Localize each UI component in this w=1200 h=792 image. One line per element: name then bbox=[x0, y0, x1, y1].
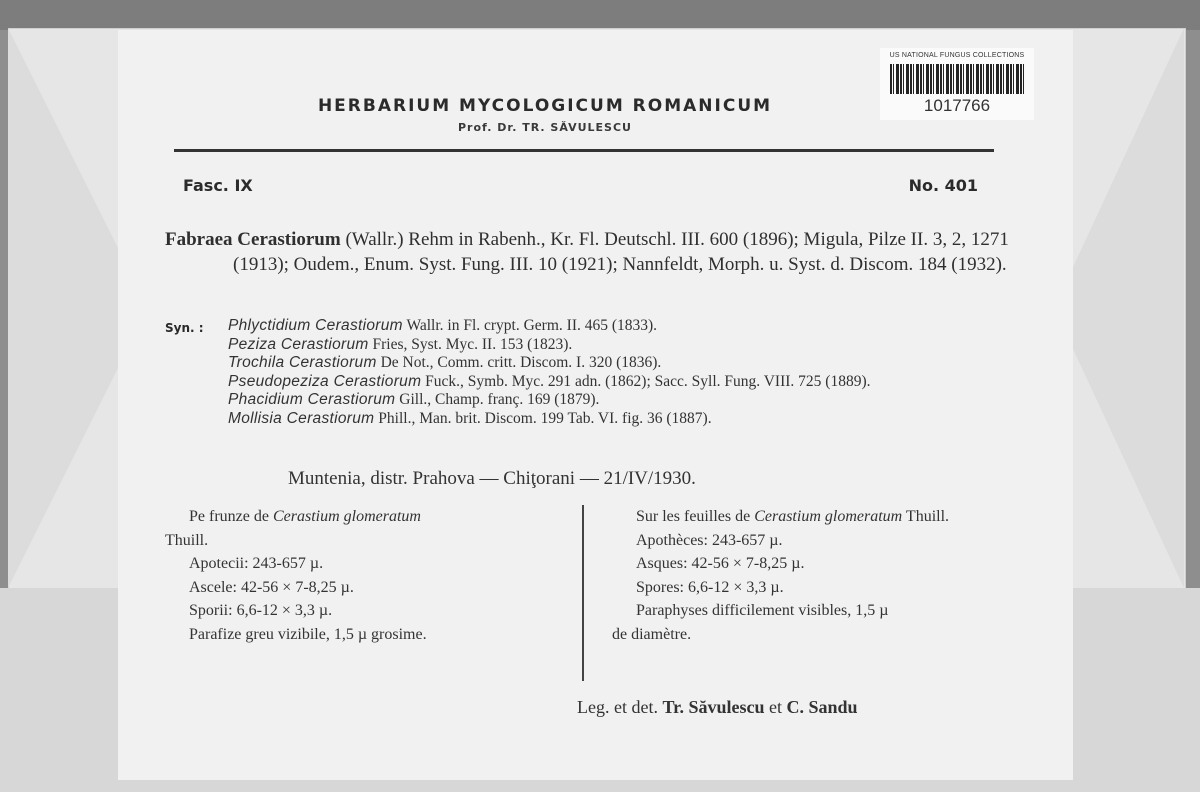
locality: Muntenia, distr. Prahova — Chiţorani — 21/IV/1930. bbox=[288, 468, 696, 489]
species-name: Fabraea Cerastiorum bbox=[165, 229, 341, 250]
synonym-name: Phacidium Cerastiorum bbox=[228, 391, 396, 408]
description-line: Spores: 6,6-12 × 3,3 µ. bbox=[636, 578, 784, 596]
synonym-name: Peziza Cerastiorum bbox=[228, 335, 369, 353]
specimen-number: No. 401 bbox=[908, 176, 978, 195]
host-name: Cerastium glomeratum bbox=[272, 508, 421, 525]
species-citation: (Wallr.) Rehm in Rabenh., Kr. Fl. Deutschl. III. 600 (1896); Migula, Pilze II. 3, 2, 1271 (1913); Oudem., Enum. Syst. Fung. III. 10 (1921); Nannfeldt, Morph. u. Syst. d. Discom. 184 (1932). bbox=[233, 229, 1009, 275]
host-line bbox=[612, 505, 1002, 529]
description-romanian bbox=[165, 505, 565, 646]
collector-prefix: Leg. et det. bbox=[577, 697, 663, 717]
barcode-number: 1017766 bbox=[923, 96, 991, 115]
description-line: Apothèces: 243-657 µ. bbox=[636, 531, 783, 549]
description-line: Asques: 42-56 × 7-8,25 µ. bbox=[636, 555, 805, 572]
synonym-ref: Fries, Syst. Myc. II. 153 (1823). bbox=[368, 335, 573, 353]
fascicle: Fasc. IX bbox=[183, 176, 253, 195]
description-line: Ascele: 42-56 × 7-8,25 µ. bbox=[189, 578, 354, 596]
description-line: Parafize greu vizibile, 1,5 µ grosime. bbox=[189, 625, 427, 643]
synonyms-label: Syn. : bbox=[165, 321, 204, 335]
description-line: Paraphyses difficilement visibles, 1,5 µ bbox=[636, 602, 889, 619]
barcode-caption: US NATIONAL FUNGUS COLLECTIONS bbox=[889, 52, 1025, 59]
synonym-item bbox=[228, 336, 998, 355]
synonyms-list bbox=[228, 317, 998, 428]
description-french bbox=[612, 505, 1002, 646]
synonym-name: Phlyctidium Cerastiorum bbox=[228, 317, 403, 334]
synonym-ref: De Not., Comm. critt. Discom. I. 320 (1836). bbox=[376, 354, 662, 371]
description-line: de diamètre. bbox=[612, 625, 692, 643]
synonym-item bbox=[228, 410, 998, 429]
herbarium-subtitle: Prof. Dr. TR. SĂVULESCU bbox=[457, 121, 632, 134]
herbarium-title: HERBARIUM MYCOLOGICUM ROMANICUM bbox=[317, 96, 773, 116]
species-entry bbox=[165, 227, 1068, 277]
host-line bbox=[165, 505, 565, 529]
synonym-item bbox=[228, 354, 998, 373]
host-prefix: Sur les feuilles de bbox=[636, 508, 755, 525]
background-top bbox=[0, 0, 1200, 30]
synonym-name: Pseudopeziza Cerastiorum bbox=[228, 372, 422, 390]
column-divider bbox=[582, 505, 584, 681]
synonym-name: Mollisia Cerastiorum bbox=[228, 409, 375, 427]
barcode-icon bbox=[890, 64, 1024, 94]
host-author: Thuill. bbox=[902, 508, 950, 525]
host-name: Cerastium glomeratum bbox=[754, 508, 903, 525]
synonym-ref: Wallr. in Fl. crypt. Germ. II. 465 (1833). bbox=[402, 317, 658, 334]
synonym-ref: Gill., Champ. franç. 169 (1879). bbox=[395, 391, 600, 408]
synonym-item bbox=[228, 317, 998, 336]
collector-name: Tr. Săvulescu bbox=[662, 697, 765, 717]
collector-name: C. Sandu bbox=[786, 697, 858, 717]
envelope-flap-right bbox=[1054, 28, 1184, 588]
description-line: Sporii: 6,6-12 × 3,3 µ. bbox=[189, 602, 333, 619]
host-prefix: Pe frunze de bbox=[189, 508, 273, 525]
synonym-item bbox=[228, 391, 998, 410]
collector-line bbox=[577, 697, 858, 718]
synonym-item bbox=[228, 373, 998, 392]
synonym-ref: Phill., Man. brit. Discom. 199 Tab. VI. fig. 36 (1887). bbox=[374, 409, 712, 427]
header-rule bbox=[174, 149, 994, 152]
synonym-name: Trochila Cerastiorum bbox=[228, 354, 377, 371]
description-line: Apotecii: 243-657 µ. bbox=[189, 555, 324, 572]
collector-conj: et bbox=[764, 697, 787, 717]
host-author: Thuill. bbox=[165, 531, 209, 549]
synonym-ref: Fuck., Symb. Myc. 291 adn. (1862); Sacc. Syll. Fung. VIII. 725 (1889). bbox=[421, 372, 871, 390]
